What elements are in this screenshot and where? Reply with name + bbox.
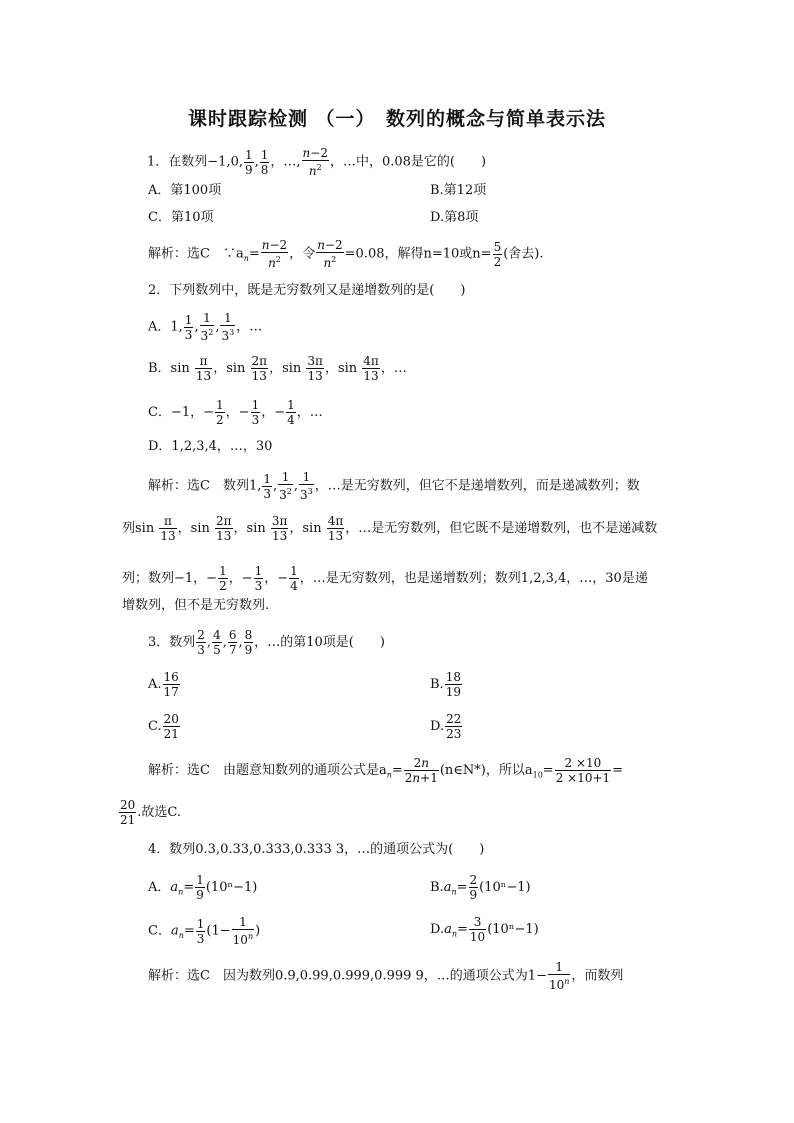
- q2-analysis-3: 列；数列−1，− $\frac{1}{2}$ ，− $\frac{1}{3}$ ，− $\frac{1}{4}$ ，…是无穷数列，也是递增数列；数列1,2,3,4，…，30是递: [122, 564, 648, 593]
- q4-option-b: $B.a_n=$ $\frac{2}{9}$ (10ⁿ−1): [430, 873, 531, 902]
- q2-option-a: A．1, $\frac{1}{3}$ , $\frac{1}{3^2}$ , $\frac{1}{3^3}$ ，…: [148, 311, 263, 343]
- q4-stem: 4．数列0.3,0.33,0.333,0.333 3，…的通项公式为( ): [148, 842, 485, 857]
- q2-option-c: C．−1，− $\frac{1}{2}$ ，− $\frac{1}{3}$ ，− $\frac{1}{4}$ ，…: [148, 398, 323, 427]
- q1-stem: 1．在数列−1,0, $\frac{1}{9}$ , $\frac{1}{8}$ ，…, $\frac{n-2}{n^2}$ ，…中，0.08是它的( ): [147, 146, 487, 178]
- q4-option-a: A．$a_n=$ $\frac{1}{9}$ (10ⁿ−1): [148, 873, 258, 902]
- q3-option-b: B. $\frac{18}{19}$: [430, 670, 461, 699]
- q2-analysis-2: 列sin $\frac{\pi}{13}$ ，sin $\frac{2\pi}{13}$ ，sin $\frac{3\pi}{13}$ ，sin $\frac{4\pi}{13}$ ，…是无穷数列，但它既不是递增数列，也不是递减数: [122, 514, 658, 543]
- page-title: 课时跟踪检测 （一） 数列的概念与简单表示法: [187, 108, 607, 130]
- q3-option-a: A. $\frac{16}{17}$: [148, 670, 179, 699]
- q2-stem: 2．下列数列中，既是无穷数列又是递增数列的是( ): [148, 283, 466, 298]
- q2-option-d: D．1,2,3,4，…，30: [148, 439, 273, 454]
- q1-analysis: 解析：选C $\because a_n=$ $\frac{n-2}{n^2}$ ，令 $\frac{n-2}{n^2}$ =0.08，解得n=10或n= $\frac{5}{2}$ (舍去).: [148, 238, 544, 270]
- q2-analysis-1: 解析：选C 数列1, $\frac{1}{3}$ , $\frac{1}{3^2}$ , $\frac{1}{3^3}$ ，…是无穷数列，但它不是递增数列，而是递减数列；数: [148, 470, 640, 502]
- q1-option-b: B.第12项: [430, 183, 487, 198]
- q3-analysis: 解析：选C 由题意知数列的通项公式是$a_n=$ $\frac{2n}{2n+1}$ (n∈N*)，所以$a_{10}=$ $\frac{2 \times 10}{2 \times 10+1}$ =: [148, 756, 624, 785]
- q3-option-c: C. $\frac{20}{21}$: [148, 712, 179, 741]
- q3-option-d: D. $\frac{22}{23}$: [430, 712, 462, 741]
- q3-analysis-cont: $\frac{20}{21}$ .故选C.: [120, 798, 182, 827]
- q4-option-d: $D.a_n=$ $\frac{3}{10}$ (10ⁿ−1): [430, 915, 539, 944]
- q1-option-d: D.第8项: [430, 210, 479, 225]
- q1-option-a: A．第100项: [148, 183, 222, 198]
- q1-option-c: C．第10项: [148, 210, 214, 225]
- q3-stem: 3．数列 $\frac{2}{3}$ , $\frac{4}{5}$ , $\frac{6}{7}$ , $\frac{8}{9}$ ，…的第10项是( ): [148, 628, 385, 657]
- q4-analysis: 解析：选C 因为数列0.9,0.99,0.999,0.999 9，…的通项公式为1− $\frac{1}{10^n}$ ，而数列: [148, 960, 624, 992]
- q2-option-b: B．sin $\frac{\pi}{13}$ ，sin $\frac{2\pi}{13}$ ，sin $\frac{3\pi}{13}$ ，sin $\frac{4\pi}{13}$ ，…: [148, 354, 407, 383]
- q2-analysis-4: 增数列，但不是无穷数列.: [122, 598, 270, 613]
- q4-option-c: C．$a_n=$ $\frac{1}{3}$ (1− $\frac{1}{10^n}$ ): [148, 915, 261, 947]
